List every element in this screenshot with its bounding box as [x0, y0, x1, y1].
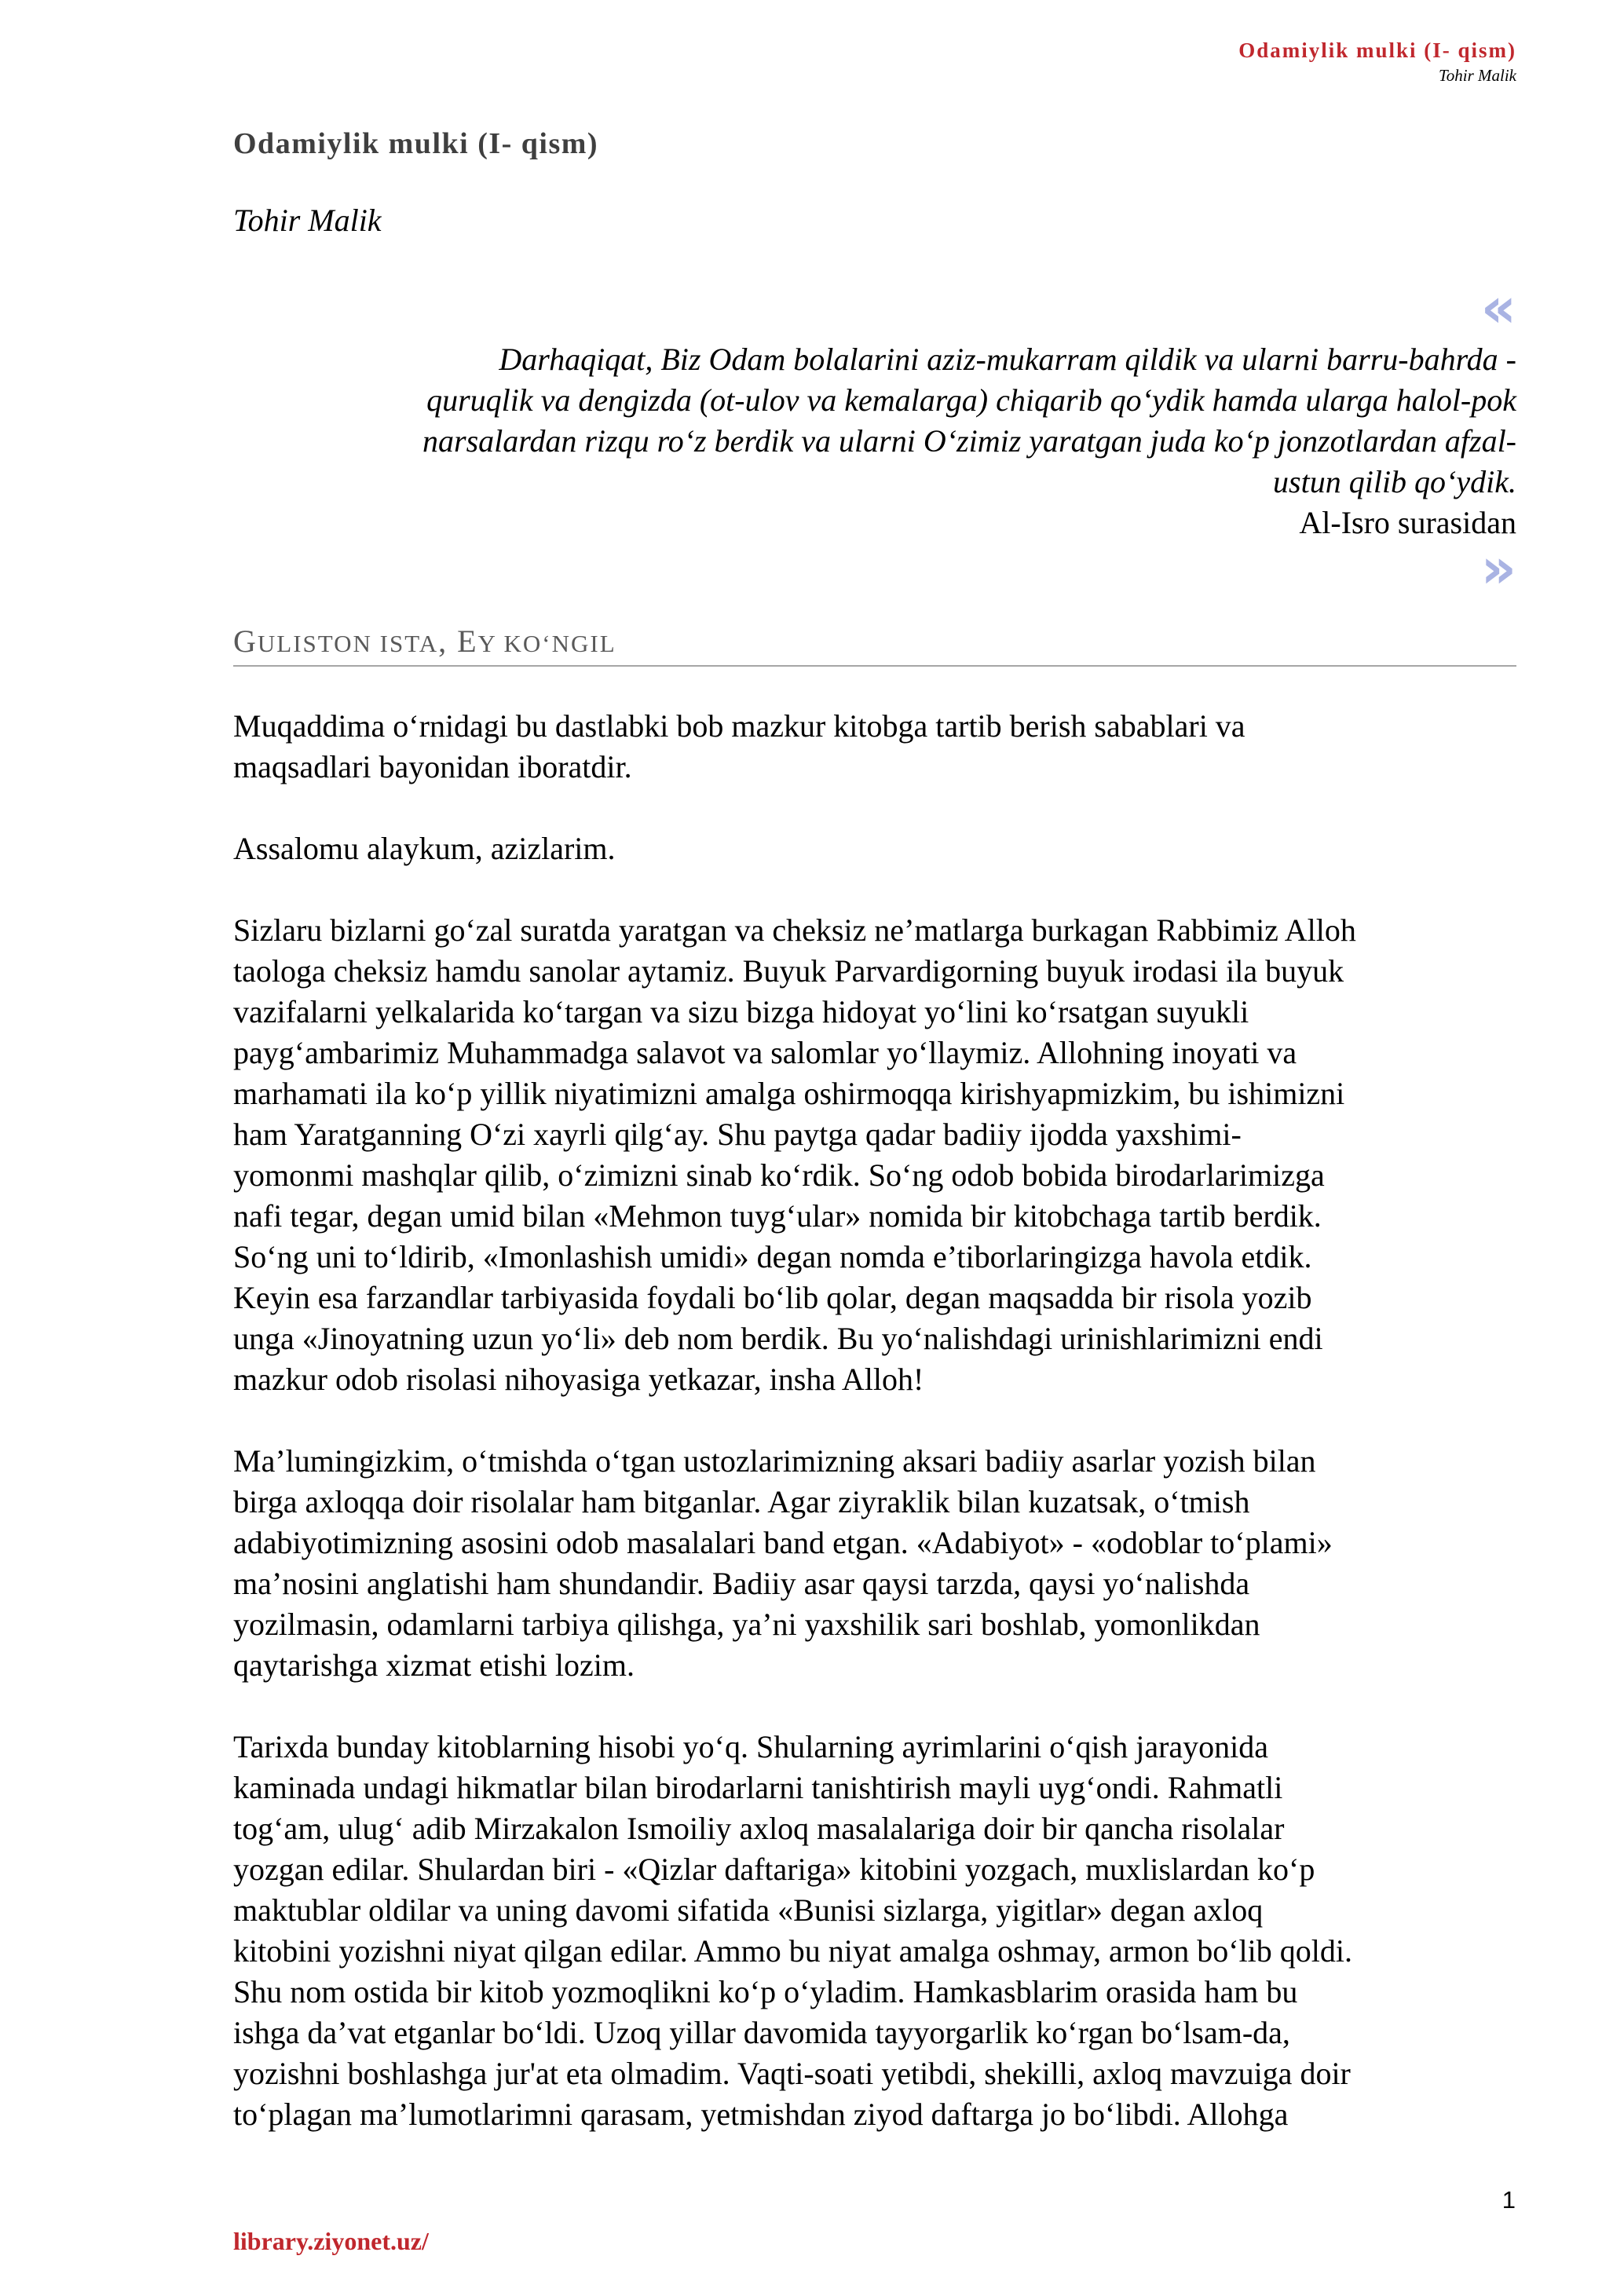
epigraph-line: Darhaqiqat, Biz Odam bolalarini aziz-mukarram qildik va ularni barru-bahrda - [499, 342, 1516, 377]
text-line: adabiyotimizning asosini odob masalalari band etgan. «Adabiyot» - «odoblar to‘plami» [233, 1525, 1333, 1560]
text-line: unga «Jinoyatning uzun yo‘li» deb nom berdik. Bu yo‘nalishdagi urinishlarimizni endi [233, 1321, 1323, 1356]
text-line: to‘plagan ma’lumotlarimni qarasam, yetmishdan ziyod daftarga jo bo‘libdi. Allohga [233, 2097, 1289, 2132]
close-quote-icon: » [1480, 536, 1516, 601]
paragraph [233, 1727, 1516, 2135]
page-content [233, 124, 1516, 2135]
page-number: 1 [1501, 2186, 1516, 2214]
document-author: Tohir Malik [233, 203, 382, 238]
epigraph-source: Al-Isro surasidan [1299, 505, 1516, 540]
epigraph-line: quruqlik va dengizda (ot-ulov va kemalarga) chiqarib qo‘ydik hamda ularga halol-pok [426, 382, 1516, 418]
text-line: yozilmasin, odamlarni tarbiya qilishga, ya’ni yaxshilik sari boshlab, yomonlikdan [233, 1607, 1260, 1642]
text-line: ishga da’vat etganlar bo‘ldi. Uzoq yillar davomida tayyorgarlik ko‘rgan bo‘lsam-da, [233, 2015, 1290, 2050]
text-line: marhamati ila ko‘p yillik niyatimizni amalga oshirmoqqa kirishyapmizkim, bu ishimizni [233, 1076, 1345, 1111]
epigraph-line: narsalardan rizqu ro‘z berdik va ularni O‘zimiz yaratgan juda ko‘p jonzotlardan afzal- [422, 423, 1516, 459]
text-line: birga axloqqa doir risolalar ham bitganlar. Agar ziyraklik bilan kuzatsak, o‘tmish [233, 1484, 1250, 1519]
text-line: taologa cheksiz hamdu sanolar aytamiz. Buyuk Parvardigorning buyuk irodasi ila buyuk [233, 953, 1344, 989]
open-quote-icon: « [1480, 276, 1516, 340]
text-line: maktublar oldilar va uning davomi sifatida «Bunisi sizlarga, yigitlar» degan axloq [233, 1892, 1264, 1928]
section-heading: GULISTON ISTA, EY KO‘NGIL [233, 623, 1516, 667]
running-header [1238, 36, 1516, 86]
text-line: Assalomu alaykum, azizlarim. [233, 831, 616, 866]
text-line: payg‘ambarimiz Muhammadga salavot va salomlar yo‘llaymiz. Allohning inoyati va [233, 1035, 1297, 1070]
paragraph [233, 1441, 1516, 1686]
text-line: kitobini yozishni niyat qilgan edilar. Ammo bu niyat amalga oshmay, armon bo‘lib qoldi. [233, 1933, 1352, 1969]
text-line: Sizlaru bizlarni go‘zal suratda yaratgan va cheksiz ne’matlarga burkagan Rabbimiz Alloh [233, 912, 1356, 948]
text-line: Muqaddima o‘rnidagi bu dastlabki bob mazkur kitobga tartib berish sabablari va [233, 708, 1245, 744]
paragraph [233, 910, 1516, 1400]
paragraph [233, 706, 1516, 788]
text-line: So‘ng uni to‘ldirib, «Imonlashish umidi» degan nomda e’tiborlaringizga havola etdik. [233, 1239, 1312, 1274]
document-title: Odamiylik mulki (I- qism) [233, 127, 599, 160]
text-line: yozgan edilar. Shulardan biri - «Qizlar daftariga» kitobini yozgach, muxlislardan ko‘p [233, 1852, 1315, 1887]
footer-link[interactable]: library.ziyonet.uz/ [233, 2227, 429, 2255]
epigraph-quote [233, 276, 1516, 601]
running-header-author: Tohir Malik [1439, 66, 1516, 85]
epigraph-text [233, 339, 1516, 503]
epigraph-line: ustun qilib qo‘ydik. [1273, 464, 1516, 499]
text-line: vazifalarni yelkalarida ko‘targan va sizu bizga hidoyat yo‘lini ko‘rsatgan suyukli [233, 994, 1249, 1029]
text-line: Ma’lumingizkim, o‘tmishda o‘tgan ustozlarimizning aksari badiiy asarlar yozish bilan [233, 1443, 1316, 1479]
text-line: Tarixda bunday kitoblarning hisobi yo‘q. Shularning ayrimlarini o‘qish jarayonida [233, 1729, 1269, 1764]
text-line: ham Yaratganning O‘zi xayrli qilg‘ay. Shu paytga qadar badiiy ijodda yaxshimi- [233, 1117, 1242, 1152]
running-header-title: Odamiylik mulki (I- qism) [1238, 38, 1516, 62]
text-line: tog‘am, ulug‘ adib Mirzakalon Ismoiliy axloq masalalariga doir bir qancha risolalar [233, 1811, 1285, 1846]
text-line: Keyin esa farzandlar tarbiyasida foydali bo‘lib qolar, degan maqsadda bir risola yozib [233, 1280, 1312, 1315]
text-line: qaytarishga xizmat etishi lozim. [233, 1647, 635, 1683]
text-line: maqsadlari bayonidan iboratdir. [233, 749, 632, 784]
text-line: yomonmi mashqlar qilib, o‘zimizni sinab ko‘rdik. So‘ng odob bobida birodarlarimizga [233, 1157, 1325, 1193]
body-text [233, 706, 1516, 2135]
text-line: mazkur odob risolasi nihoyasiga yetkazar, insha Alloh! [233, 1362, 924, 1397]
text-line: ma’nosini anglatishi ham shundandir. Badiiy asar qaysi tarzda, qaysi yo‘nalishda [233, 1566, 1250, 1601]
text-line: kaminada undagi hikmatlar bilan birodarlarni tanishtirish mayli uyg‘ondi. Rahmatli [233, 1770, 1283, 1805]
text-line: yozishni boshlashga jur'at eta olmadim. Vaqti-soati yetibdi, shekilli, axloq mavzuiga doir [233, 2056, 1351, 2091]
text-line: nafi tegar, degan umid bilan «Mehmon tuyg‘ular» nomida bir kitobchaga tartib berdik. [233, 1198, 1322, 1234]
paragraph [233, 828, 1516, 869]
text-line: Shu nom ostida bir kitob yozmoqlikni ko‘p o‘yladim. Hamkasblarim orasida ham bu [233, 1974, 1298, 2009]
